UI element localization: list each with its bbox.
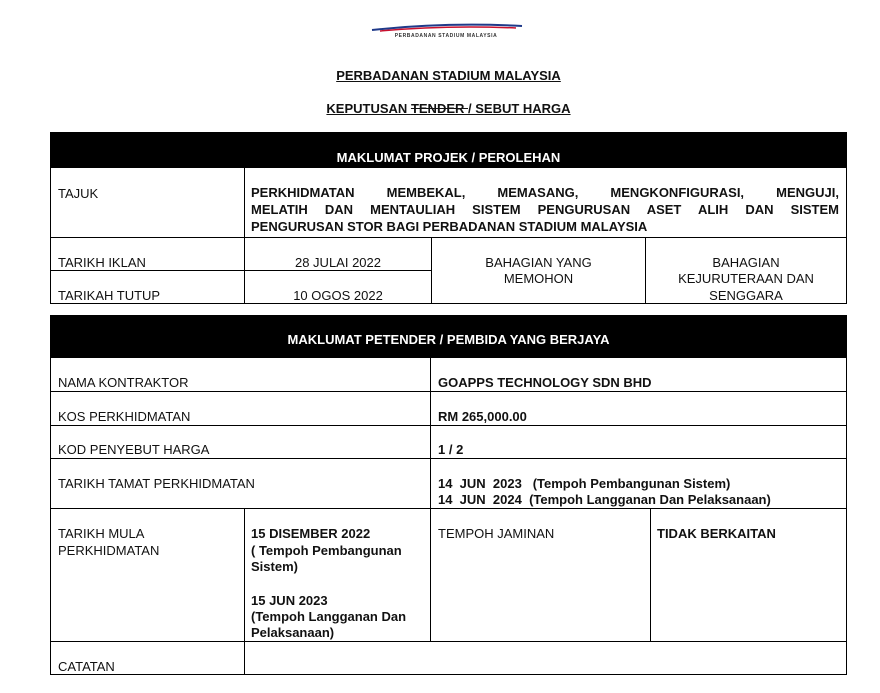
tamat-date-1: 14 JUN 2023	[438, 476, 522, 491]
tutup-value: 10 OGOS 2022	[293, 288, 383, 303]
project-section-title: MAKLUMAT PROJEK / PEROLEHAN	[336, 150, 561, 165]
tajuk-label: TAJUK	[58, 186, 99, 201]
project-section-header	[50, 132, 847, 168]
mula-label-1: TARIKH MULA	[58, 526, 145, 541]
jaminan-label: TEMPOH JAMINAN	[438, 526, 555, 541]
bahagian-value-3: SENGGARA	[709, 288, 783, 303]
kontraktor-value: GOAPPS TECHNOLOGY SDN BHD	[438, 375, 652, 390]
catatan-label: CATATAN	[58, 659, 115, 674]
tamat-date-2: 14 JUN 2024	[438, 492, 522, 507]
kos-label: KOS PERKHIDMATAN	[58, 409, 191, 424]
winner-section-title: MAKLUMAT PETENDER / PEMBIDA YANG BERJAYA	[287, 332, 610, 347]
tajuk-line-1: PERKHIDMATAN MEMBEKAL, MEMASANG, MENGKONFIGURASI, MENGUJI,	[251, 185, 839, 200]
decision-title	[0, 101, 880, 116]
kod-label: KOD PENYEBUT HARGA	[58, 442, 210, 457]
tamat-note-1: (Tempoh Pembangunan Sistem)	[532, 476, 731, 491]
tamat-line-2	[438, 492, 771, 507]
decision-suffix: / SEBUT HARGA	[468, 101, 571, 116]
kontraktor-label: NAMA KONTRAKTOR	[58, 375, 189, 390]
bahagian-value-2: KEJURUTERAAN DAN	[678, 271, 814, 286]
bahagian-label-1: BAHAGIAN YANG	[485, 255, 592, 270]
swoosh-icon	[366, 22, 526, 32]
mula-note-2b: Pelaksanaan)	[251, 625, 335, 640]
iklan-label: TARIKH IKLAN	[58, 255, 146, 270]
psm-logo	[366, 22, 526, 42]
org-title: PERBADANAN STADIUM MALAYSIA	[336, 68, 561, 83]
iklan-value: 28 JULAI 2022	[294, 255, 381, 270]
tamat-line-1	[438, 476, 730, 491]
winner-section-header	[50, 315, 847, 357]
tutup-label: TARIKAH TUTUP	[58, 288, 161, 303]
mula-note-2a: (Tempoh Langganan Dan	[251, 609, 407, 624]
decision-struck: TENDER	[410, 101, 468, 116]
mula-date-2: 15 JUN 2023	[251, 593, 328, 608]
mula-date-1: 15 DISEMBER 2022	[251, 526, 371, 541]
logo-text: PERBADANAN STADIUM MALAYSIA	[394, 33, 498, 39]
kod-value: 1 / 2	[438, 442, 464, 457]
bahagian-value-1: BAHAGIAN	[712, 255, 780, 270]
tamat-note-2: (Tempoh Langganan Dan Pelaksanaan)	[529, 492, 771, 507]
jaminan-value: TIDAK BERKAITAN	[657, 526, 776, 541]
bahagian-label-2: MEMOHON	[503, 271, 574, 286]
tajuk-line-3: PENGURUSAN STOR BAGI PERBADANAN STADIUM MALAYSIA	[251, 219, 648, 234]
mula-note-1a: ( Tempoh Pembangunan	[251, 543, 402, 558]
mula-note-1b: Sistem)	[251, 559, 298, 574]
kos-value: RM 265,000.00	[438, 409, 527, 424]
tajuk-line-2: MELATIH DAN MENTAULIAH SISTEM PENGURUSAN ASET ALIH DAN SISTEM	[251, 202, 839, 217]
decision-prefix: KEPUTUSAN	[326, 101, 411, 116]
mula-label-2: PERKHIDMATAN	[58, 543, 160, 558]
tamat-label: TARIKH TAMAT PERKHIDMATAN	[58, 476, 255, 491]
